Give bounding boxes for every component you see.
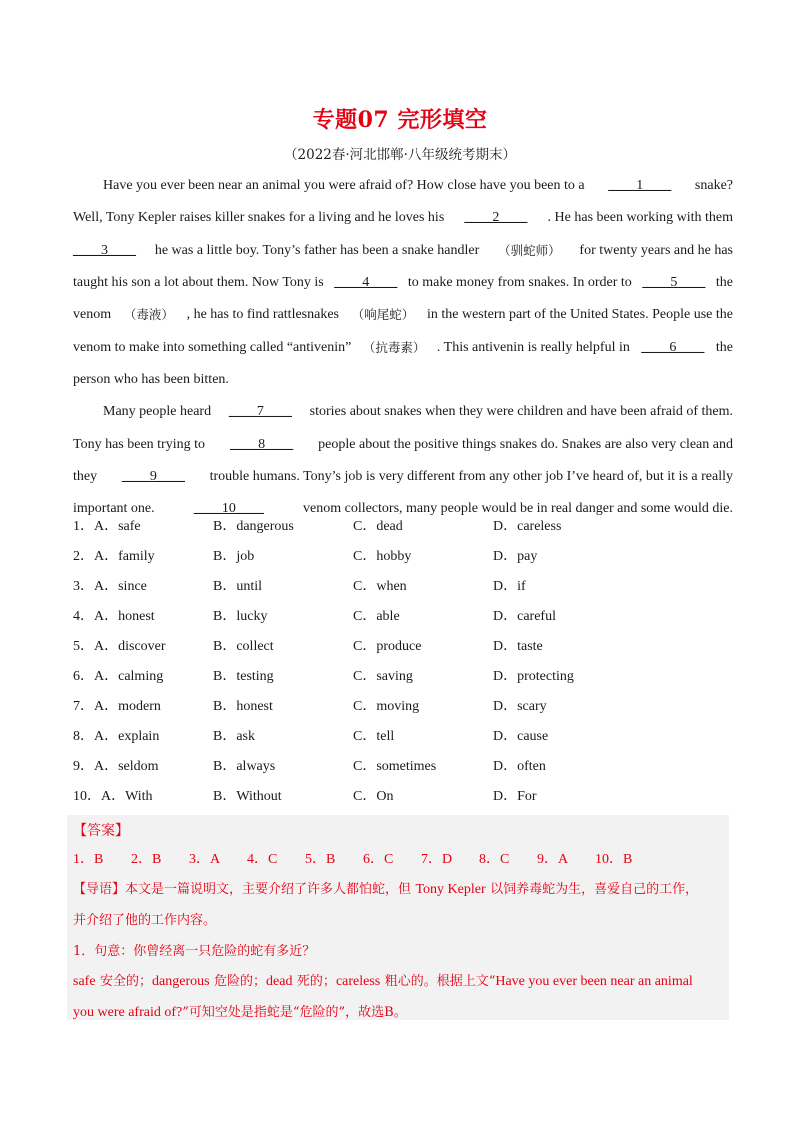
option-b: B．dangerous bbox=[213, 519, 294, 534]
option-c: C．when bbox=[353, 579, 407, 594]
question-row bbox=[73, 602, 733, 632]
blank-1: ____1____ bbox=[608, 178, 672, 194]
guide-text-cont: 并介绍了他的工作内容。 bbox=[73, 913, 217, 928]
blank-6: ____6____ bbox=[641, 339, 705, 355]
answer-key: 10．B bbox=[595, 852, 633, 867]
option-c: C．able bbox=[353, 609, 400, 624]
option-d: D．protecting bbox=[493, 669, 574, 684]
option-c: C．sometimes bbox=[353, 759, 437, 774]
question-row bbox=[73, 632, 733, 662]
option-c: C．moving bbox=[353, 699, 420, 714]
option-c: C．dead bbox=[353, 519, 403, 534]
passage-line: Many people heard ____7____ stories about snakes when they were children and have been afraid of them. bbox=[73, 396, 733, 428]
blank-8: ____8____ bbox=[230, 436, 294, 452]
option-c: C．On bbox=[353, 789, 394, 804]
blank-10: ____10____ bbox=[193, 501, 264, 517]
option-a: 3．A．since bbox=[73, 579, 147, 594]
option-d: D．if bbox=[493, 579, 526, 594]
passage-line: ____3____ he was a little boy. Tony’s father has been a snake handler （驯蛇师） for twenty years and he has bbox=[73, 235, 733, 267]
option-a: 5．A．discover bbox=[73, 639, 166, 654]
option-d: D．For bbox=[493, 789, 537, 804]
question-options bbox=[73, 512, 733, 812]
answer-key: 6．C bbox=[363, 852, 394, 867]
passage-line: venom （毒液） , he has to find rattlesnakes （响尾蛇） in the western part of the United States. People use the bbox=[73, 307, 733, 323]
answer-key: 4．C bbox=[247, 852, 278, 867]
passage-line: Have you ever been near an animal you were afraid of? How close have you been to a ____1____ snake? bbox=[73, 170, 733, 202]
option-a: 2．A．family bbox=[73, 549, 155, 564]
blank-9: ____9____ bbox=[121, 468, 185, 484]
page-title: 专题07 完形填空 bbox=[312, 107, 488, 133]
explanation-line: you were afraid of?”可知空处是指蛇是“危险的”，故选B。 bbox=[73, 1005, 407, 1020]
option-c: C．produce bbox=[353, 639, 422, 654]
option-a: 8．A．explain bbox=[73, 729, 160, 744]
option-c: C．tell bbox=[353, 729, 395, 744]
answer-key: 3．A bbox=[189, 852, 221, 867]
explanation-title: 1．句意：你曾经离一只危险的蛇有多近？ bbox=[73, 944, 316, 959]
blank-3: ____3____ bbox=[73, 242, 136, 258]
option-b: B．collect bbox=[213, 639, 274, 654]
answer-section bbox=[67, 815, 729, 1020]
option-b: B．lucky bbox=[213, 609, 268, 624]
question-row bbox=[73, 752, 733, 782]
blank-2: ____2____ bbox=[464, 210, 528, 226]
passage-line: they ____9____ trouble humans. Tony’s job is very different from any other job I’ve heard of, but it is a really bbox=[73, 461, 733, 493]
option-b: B．testing bbox=[213, 669, 274, 684]
option-b: B．until bbox=[213, 579, 263, 594]
option-d: D．pay bbox=[493, 549, 538, 564]
blank-5: ____5____ bbox=[642, 275, 706, 291]
question-row bbox=[73, 722, 733, 752]
question-row bbox=[73, 572, 733, 602]
passage-line: venom to make into something called “antivenin” （抗毒素） . This antivenin is really helpful in ____6____ the bbox=[73, 331, 733, 363]
blank-7: ____7____ bbox=[228, 404, 292, 420]
passage-line: taught his son a lot about them. Now Tony is ____4____ to make money from snakes. In order to ____5____ the bbox=[73, 267, 733, 299]
option-a: 10．A．With bbox=[73, 789, 153, 804]
option-d: D．often bbox=[493, 759, 546, 774]
passage-line: person who has been bitten. bbox=[73, 371, 229, 387]
option-b: B．Without bbox=[213, 789, 282, 804]
option-d: D．careful bbox=[493, 609, 556, 624]
option-d: D．scary bbox=[493, 699, 547, 714]
option-c: C．hobby bbox=[353, 549, 412, 564]
answer-label: 【答案】 bbox=[73, 823, 129, 839]
passage-line: important one. ____10____ venom collectors, many people would be in real danger and some would die. bbox=[73, 493, 733, 525]
option-a: 7．A．modern bbox=[73, 699, 161, 714]
answer-key: 1．B bbox=[73, 852, 104, 867]
source-note: （2022春·河北邯郸·八年级统考期末） bbox=[284, 147, 516, 163]
answer-key: 5．B bbox=[305, 852, 336, 867]
answer-key: 2．B bbox=[131, 852, 162, 867]
option-b: B．always bbox=[213, 759, 276, 774]
guide-text: 【导语】本文是一篇说明文，主要介绍了许多人都怕蛇，但 Tony Kepler 以饲养毒蛇为生，喜爱自己的工作， bbox=[73, 882, 699, 897]
passage-line: Well, Tony Kepler raises killer snakes for a living and he loves his ____2____ . He has been working with them bbox=[73, 202, 733, 234]
passage-line: Tony has been trying to ____8____ people about the positive things snakes do. Snakes are also very clean and bbox=[73, 428, 733, 460]
option-a: 9．A．seldom bbox=[73, 759, 159, 774]
question-row bbox=[73, 662, 733, 692]
option-b: B．honest bbox=[213, 699, 273, 714]
option-a: 1．A．safe bbox=[73, 519, 141, 534]
option-a: 6．A．calming bbox=[73, 669, 164, 684]
answer-key: 8．C bbox=[479, 852, 510, 867]
option-b: B．job bbox=[213, 549, 255, 564]
option-c: C．saving bbox=[353, 669, 413, 684]
question-row bbox=[73, 782, 733, 812]
option-b: B．ask bbox=[213, 729, 255, 744]
option-d: D．cause bbox=[493, 729, 549, 744]
question-row bbox=[73, 542, 733, 572]
question-row bbox=[73, 692, 733, 722]
explanation-line: safe 安全的；dangerous 危险的；dead 死的；careless 粗心的。根据上文“Have you ever been near an animal bbox=[73, 974, 693, 989]
option-d: D．taste bbox=[493, 639, 543, 654]
option-d: D．careless bbox=[493, 519, 562, 534]
cloze-passage bbox=[73, 170, 733, 525]
answer-key: 7．D bbox=[421, 852, 453, 867]
option-a: 4．A．honest bbox=[73, 609, 155, 624]
blank-4: ____4____ bbox=[334, 275, 398, 291]
question-row bbox=[73, 512, 733, 542]
answer-keys bbox=[73, 848, 655, 868]
answer-key: 9．A bbox=[537, 852, 569, 867]
